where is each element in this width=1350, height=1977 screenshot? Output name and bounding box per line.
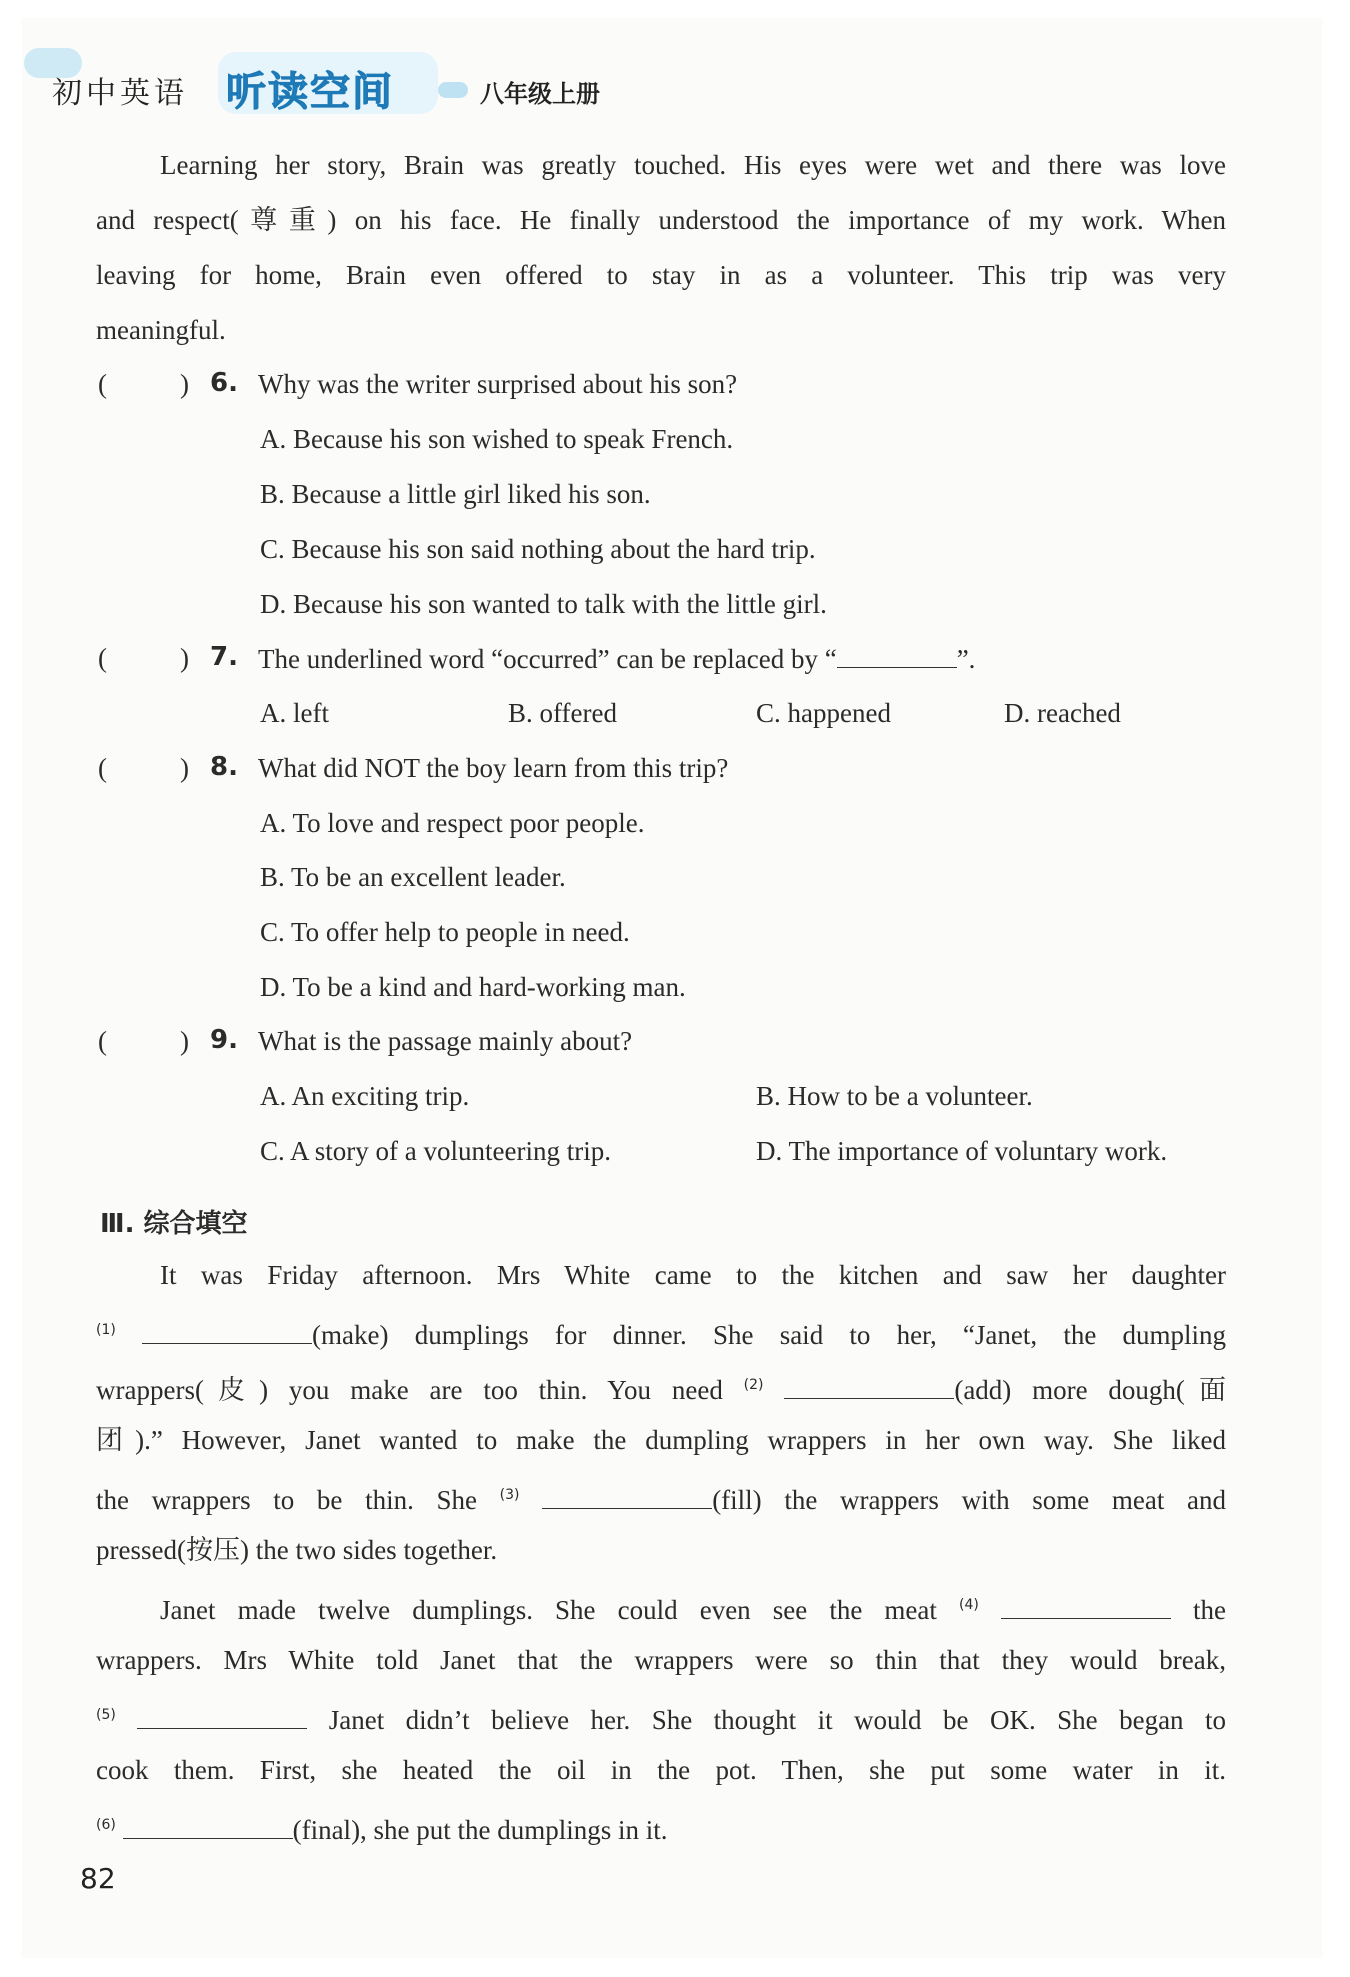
blank-number: (5) — [96, 1707, 116, 1723]
blank-number: (2) — [743, 1377, 764, 1393]
option-d: D. To be a kind and hard-working man. — [260, 972, 686, 1002]
answer-paren-open[interactable]: ( — [98, 643, 107, 673]
answer-blank-2[interactable] — [784, 1372, 954, 1399]
option-d: D. reached — [1004, 698, 1121, 728]
brand-logo: 听读空间 — [226, 69, 394, 115]
blank-number: (6) — [96, 1817, 116, 1833]
blank-number: (3) — [499, 1487, 520, 1503]
cloze-text: (make) dumplings for dinner. She said to her, “Janet, the dumpling — [312, 1320, 1226, 1350]
cloze-text: (final), she put the dumplings in it. — [292, 1815, 668, 1845]
cloze-text: Janet made twelve dumplings. She could even see the meat — [160, 1595, 937, 1625]
cloze-line — [96, 1368, 1226, 1407]
option-b: B. Because a little girl liked his son. — [260, 479, 651, 509]
cloud-dot-icon — [438, 82, 468, 98]
answer-blank[interactable] — [837, 641, 957, 668]
grade-label: 八年级上册 — [480, 80, 600, 108]
question-text: What did NOT the boy learn from this trip? — [258, 753, 729, 783]
answer-blank-1[interactable] — [142, 1317, 312, 1344]
answer-blank-4[interactable] — [1001, 1592, 1171, 1619]
cloze-text: wrappers(皮) you make are too thin. You need — [96, 1375, 723, 1405]
option-d: D. Because his son wanted to talk with the little girl. — [260, 589, 827, 619]
cloze-line — [96, 1313, 1226, 1352]
answer-paren-close: ) — [180, 369, 189, 399]
question-text: Why was the writer surprised about his son? — [258, 369, 738, 399]
answer-paren-close: ) — [180, 1026, 189, 1056]
passage-line: and respect(尊重) on his face. He finally understood the importance of my work. When — [96, 205, 1226, 235]
answer-blank-5[interactable] — [137, 1702, 307, 1729]
series-name: 初中英语 — [52, 76, 188, 111]
cloze-line: cook them. First, she heated the oil in the pot. Then, she put some water in it. — [96, 1755, 1226, 1785]
cloze-text: Janet didn’t believe her. She thought it would be OK. She began to — [328, 1705, 1226, 1735]
option-c: C. A story of a volunteering trip. — [260, 1136, 611, 1166]
cloze-text: the — [1193, 1595, 1227, 1625]
option-a: A. left — [260, 698, 329, 728]
answer-blank-3[interactable] — [542, 1482, 712, 1509]
answer-blank-6[interactable] — [123, 1812, 293, 1839]
cloze-line: wrappers. Mrs White told Janet that the wrappers were so thin that they would break, — [96, 1645, 1226, 1675]
cloze-line — [160, 1588, 1226, 1627]
option-c: C. Because his son said nothing about the hard trip. — [260, 534, 816, 564]
question-number: 6. — [210, 368, 238, 398]
cloze-text: (fill) the wrappers with some meat and — [712, 1485, 1227, 1515]
cloze-text: the wrappers to be thin. She — [96, 1485, 477, 1515]
cloze-line: It was Friday afternoon. Mrs White came to the kitchen and saw her daughter — [160, 1260, 1226, 1290]
cloze-line — [96, 1478, 1226, 1517]
answer-paren-close: ) — [180, 753, 189, 783]
option-a: A. To love and respect poor people. — [260, 808, 645, 838]
blank-number: (1) — [96, 1322, 116, 1338]
passage-line: meaningful. — [96, 315, 226, 345]
cloze-line — [96, 1808, 668, 1847]
question-text-after: ”. — [956, 644, 976, 674]
cloze-text: (add) more dough(面 — [954, 1375, 1226, 1405]
option-b: B. offered — [508, 698, 617, 728]
blank-number: (4) — [958, 1597, 979, 1613]
passage-line: leaving for home, Brain even offered to stay in as a volunteer. This trip was very — [96, 260, 1226, 290]
question-text: What is the passage mainly about? — [258, 1026, 633, 1056]
answer-paren-open[interactable]: ( — [98, 1026, 107, 1056]
answer-paren-open[interactable]: ( — [98, 753, 107, 783]
option-b: B. How to be a volunteer. — [756, 1081, 1033, 1111]
page-number: 82 — [80, 1862, 116, 1895]
option-c: C. happened — [756, 698, 891, 728]
question-text-before: The underlined word “occurred” can be replaced by “ — [258, 644, 837, 674]
question-number: 8. — [210, 752, 238, 782]
page-header — [28, 48, 788, 118]
question-number: 9. — [210, 1025, 238, 1055]
answer-paren-close: ) — [180, 643, 189, 673]
cloze-line: 团).” However, Janet wanted to make the dumpling wrappers in her own way. She liked — [96, 1425, 1226, 1455]
section-title: Ⅲ. 综合填空 — [100, 1209, 248, 1239]
passage-line: Learning her story, Brain was greatly touched. His eyes were wet and there was love — [160, 150, 1226, 180]
option-d: D. The importance of voluntary work. — [756, 1136, 1168, 1166]
option-c: C. To offer help to people in need. — [260, 917, 630, 947]
cloze-line: pressed(按压) the two sides together. — [96, 1535, 498, 1565]
question-number: 7. — [210, 642, 238, 672]
answer-paren-open[interactable]: ( — [98, 369, 107, 399]
option-b: B. To be an excellent leader. — [260, 862, 566, 892]
option-a: A. An exciting trip. — [260, 1081, 470, 1111]
question-text — [258, 641, 975, 676]
option-a: A. Because his son wished to speak French. — [260, 424, 734, 454]
cloze-line — [96, 1698, 1226, 1737]
